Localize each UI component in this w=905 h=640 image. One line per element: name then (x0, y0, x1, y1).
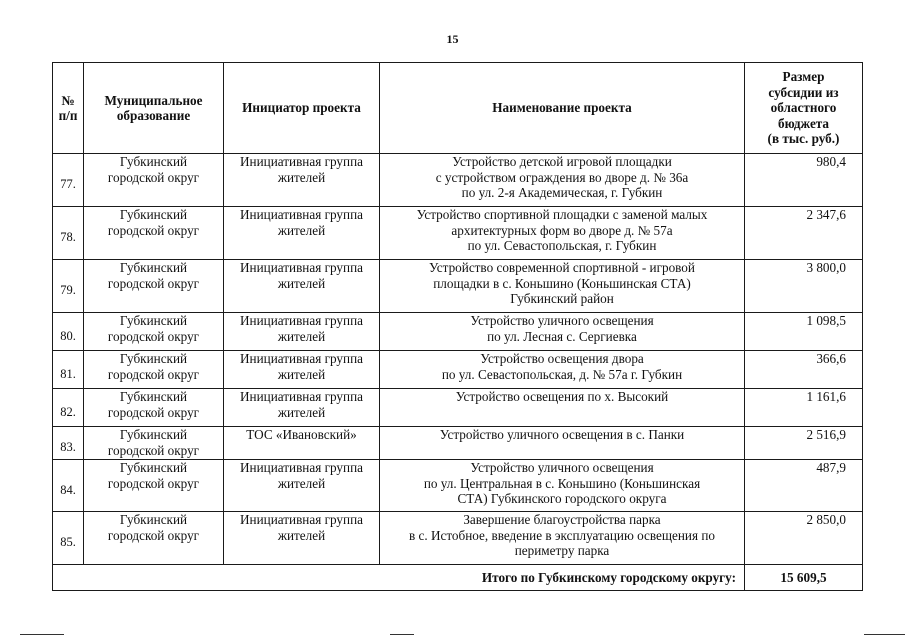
row-initiator-line: жителей (277, 475, 326, 491)
row-amount: 3 800,0 (745, 260, 863, 313)
row-initiator-line: жителей (277, 366, 326, 382)
page-number: 15 (446, 32, 459, 46)
row-number: 81. (53, 351, 84, 389)
row-municipality-line: Губкинский (119, 460, 188, 475)
row-number: 82. (53, 389, 84, 427)
header-amount-line: бюджета (777, 115, 830, 131)
row-number: 78. (53, 207, 84, 260)
row-municipality-line: городской округ (107, 275, 200, 291)
row-project-name (380, 427, 745, 460)
header-row (53, 63, 863, 154)
row-project-line: Устройство уличного освещения (470, 460, 654, 475)
row-municipality-line: городской округ (107, 169, 200, 185)
row-project-line: Устройство освещения двора (480, 351, 644, 366)
footer-rule-right (864, 634, 905, 635)
header-num-line: № (61, 92, 75, 108)
header-amount-line: областного (770, 100, 837, 116)
row-project-line: по ул. Центральная в с. Коньшино (Коньшинская (423, 475, 701, 491)
row-project-line: в с. Истобное, введение в эксплуатацию освещения по (408, 527, 716, 543)
row-amount: 366,6 (745, 351, 863, 389)
table-row (53, 154, 863, 207)
table-row (53, 512, 863, 565)
row-initiator-line: жителей (277, 328, 326, 344)
row-municipality (84, 207, 224, 260)
row-municipality-line: Губкинский (119, 207, 188, 222)
row-project-line: по ул. Лесная с. Сергиевка (487, 328, 637, 344)
row-initiator (224, 260, 380, 313)
table-row (53, 260, 863, 313)
row-project-line: Устройство уличного освещения (470, 313, 654, 328)
row-project-name (380, 154, 745, 207)
table-row (53, 207, 863, 260)
header-amount (745, 63, 863, 154)
row-number: 84. (53, 460, 84, 512)
row-project-line: Устройство спортивной площадки с заменой малых (416, 207, 708, 222)
row-project-line: с устройством ограждения во дворе д. № 36а (435, 169, 689, 185)
total-value: 15 609,5 (745, 565, 863, 591)
row-initiator-line: Инициативная группа (240, 207, 363, 222)
row-project-line: площадки в с. Коньшино (Коньшинская СТА) (433, 275, 691, 291)
row-amount: 487,9 (745, 460, 863, 512)
row-municipality (84, 460, 224, 512)
row-project-name (380, 260, 745, 313)
row-amount: 2 347,6 (745, 207, 863, 260)
row-project-line: периметру парка (514, 543, 610, 558)
table-row (53, 389, 863, 427)
row-municipality (84, 154, 224, 207)
row-municipality-line: Губкинский (119, 389, 188, 404)
row-amount: 1 098,5 (745, 313, 863, 351)
header-municipality-line: образование (116, 108, 191, 123)
row-amount: 980,4 (745, 154, 863, 207)
row-number: 79. (53, 260, 84, 313)
row-initiator-line: жителей (277, 527, 326, 543)
header-amount-text (747, 69, 860, 147)
row-municipality-line: Губкинский (119, 512, 188, 527)
footer-rule-center (390, 634, 414, 635)
row-municipality (84, 313, 224, 351)
row-municipality-line: городской округ (107, 404, 200, 420)
header-num (53, 63, 84, 154)
row-municipality-line: Губкинский (119, 427, 188, 442)
header-project (380, 63, 745, 154)
header-num-text (55, 93, 81, 124)
header-project-text (382, 100, 742, 116)
header-municipality-line: Муниципальное (104, 92, 203, 108)
row-number: 80. (53, 313, 84, 351)
row-initiator (224, 313, 380, 351)
header-amount-line: Размер (782, 69, 825, 85)
header-municipality (84, 63, 224, 154)
row-project-line: Завершение благоустройства парка (463, 512, 661, 527)
row-initiator (224, 512, 380, 565)
row-amount: 2 850,0 (745, 512, 863, 565)
header-initiator-line: Инициатор проекта (242, 100, 361, 116)
row-project-name (380, 512, 745, 565)
row-initiator (224, 351, 380, 389)
table-body (53, 154, 863, 565)
row-municipality-line: городской округ (107, 366, 200, 382)
row-municipality (84, 427, 224, 460)
row-initiator (224, 207, 380, 260)
row-initiator-line: Инициативная группа (240, 512, 363, 527)
total-label: Итого по Губкинскому городскому округу: (53, 565, 745, 591)
row-project-line: Устройство освещения по х. Высокий (455, 389, 669, 404)
row-municipality-line: Губкинский (119, 351, 188, 366)
row-project-line: СТА) Губкинского городского округа (457, 491, 667, 506)
subsidy-table (52, 62, 863, 591)
row-project-line: по ул. Севастопольская, г. Губкин (467, 238, 657, 253)
row-initiator-line: Инициативная группа (240, 389, 363, 404)
row-project-name (380, 313, 745, 351)
header-amount-line: субсидии из (768, 84, 839, 100)
header-initiator (224, 63, 380, 154)
row-project-name (380, 207, 745, 260)
row-initiator-line: Инициативная группа (240, 260, 363, 275)
row-initiator-line: Инициативная группа (240, 313, 363, 328)
row-amount: 2 516,9 (745, 427, 863, 460)
row-initiator (224, 460, 380, 512)
row-municipality-line: городской округ (107, 328, 200, 344)
row-municipality-line: городской округ (107, 475, 200, 491)
row-municipality-line: Губкинский (119, 260, 188, 275)
row-initiator-line: жителей (277, 169, 326, 185)
row-amount: 1 161,6 (745, 389, 863, 427)
row-project-name (380, 351, 745, 389)
row-project-line: Устройство уличного освещения в с. Панки (439, 427, 685, 442)
row-initiator (224, 154, 380, 207)
total-row (53, 565, 863, 591)
row-project-line: архитектурных форм во дворе д. № 57а (451, 222, 673, 238)
row-project-line: по ул. Севастопольская, д. № 57а г. Губкин (441, 366, 683, 382)
row-municipality-line: городской округ (107, 442, 200, 458)
row-project-line: по ул. 2-я Академическая, г. Губкин (461, 185, 663, 200)
header-num-line: п/п (58, 108, 78, 123)
table-row (53, 427, 863, 460)
row-initiator-line: Инициативная группа (240, 460, 363, 475)
row-initiator-line: жителей (277, 275, 326, 291)
table-row (53, 313, 863, 351)
row-project-line: Устройство детской игровой площадки (452, 154, 672, 169)
header-amount-line: (в тыс. руб.) (767, 131, 840, 147)
row-initiator-line: жителей (277, 222, 326, 238)
header-initiator-text (226, 100, 377, 116)
row-project-line: Устройство современной спортивной - игровой (429, 260, 695, 275)
row-municipality (84, 389, 224, 427)
row-initiator (224, 389, 380, 427)
row-initiator (224, 427, 380, 460)
row-municipality-line: Губкинский (119, 313, 188, 328)
row-project-name (380, 460, 745, 512)
row-municipality-line: Губкинский (119, 154, 188, 169)
row-initiator-line: ТОС «Ивановский» (246, 427, 357, 442)
row-project-line: Губкинский район (510, 291, 614, 306)
row-initiator-line: жителей (277, 404, 326, 420)
header-municipality-text (86, 93, 221, 124)
row-project-name (380, 389, 745, 427)
row-municipality (84, 351, 224, 389)
row-number: 83. (53, 427, 84, 460)
row-initiator-line: Инициативная группа (240, 154, 363, 169)
row-initiator-line: Инициативная группа (240, 351, 363, 366)
row-municipality-line: городской округ (107, 527, 200, 543)
row-number: 77. (53, 154, 84, 207)
row-number: 85. (53, 512, 84, 565)
row-municipality-line: городской округ (107, 222, 200, 238)
row-municipality (84, 512, 224, 565)
table-row (53, 351, 863, 389)
footer-rule-left (20, 634, 64, 635)
table-row (53, 460, 863, 512)
row-municipality (84, 260, 224, 313)
header-project-line: Наименование проекта (492, 100, 632, 116)
